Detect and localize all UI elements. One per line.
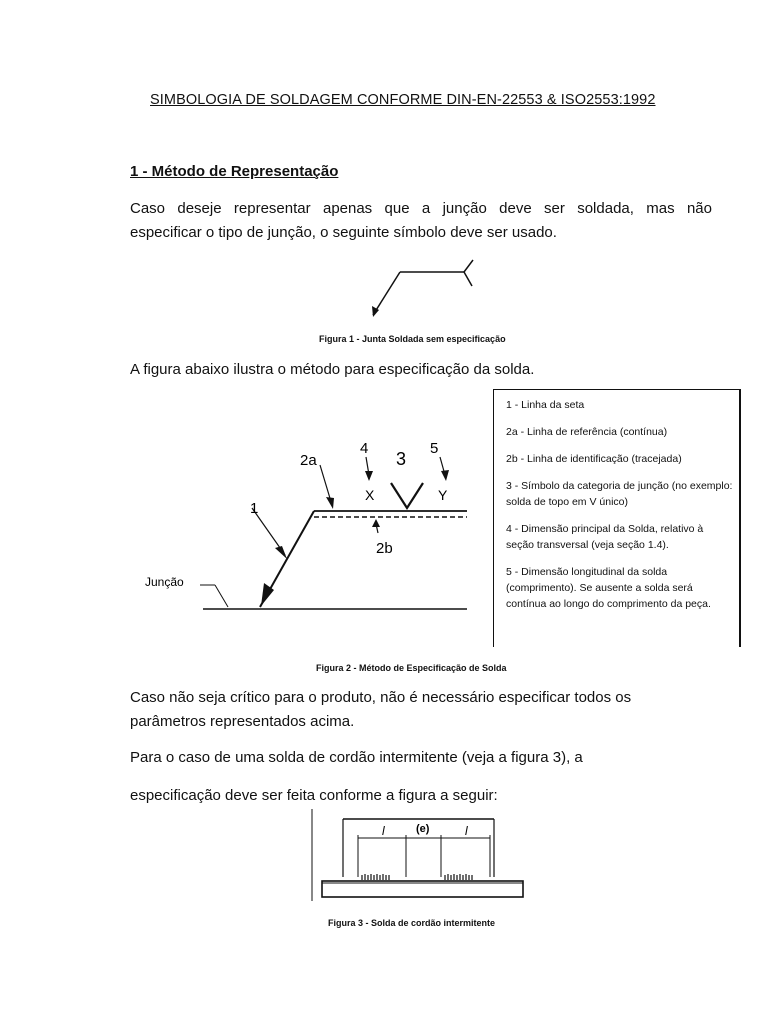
intro-paragraph-line-1: Caso deseje representar apenas que a junção deve ser soldada, mas não [130, 200, 712, 217]
label-x: X [365, 487, 375, 503]
label-4: 4 [360, 440, 369, 457]
legend-item: 2a - Linha de referência (contínua) [506, 426, 668, 438]
legend-item: 1 - Linha da seta [506, 399, 585, 411]
label-5: 5 [430, 440, 439, 457]
section-heading: 1 - Método de Representação [130, 163, 339, 180]
intermittent-paragraph: Para o caso de uma solda de cordão intermitente (veja a figura 3), a [130, 749, 583, 766]
not-critical-paragraph-line-2: parâmetros representados acima. [130, 713, 355, 730]
specification-paragraph: especificação deve ser feita conforme a figura a seguir: [130, 787, 498, 804]
label-2b: 2b [376, 540, 393, 557]
intro-paragraph-line-2: especificar o tipo de junção, o seguinte símbolo deve ser usado. [130, 224, 557, 241]
label-2a: 2a [300, 452, 317, 469]
legend-item: 5 - Dimensão longitudinal da solda (comprimento). Se ausente a solda será contínua ao longo do comprimento da peça. [506, 566, 711, 610]
legend-item: 3 - Símbolo da categoria de junção (no exemplo: solda de topo em V único) [506, 480, 733, 508]
figure-3-diagram [310, 805, 535, 905]
not-critical-paragraph-line-1: Caso não seja crítico para o produto, não é necessário especificar todos os [130, 689, 632, 706]
figure-1-caption: Figura 1 - Junta Soldada sem especificação [319, 334, 506, 344]
method-intro-paragraph: A figura abaixo ilustra o método para especificação da solda. [130, 361, 535, 378]
label-3: 3 [396, 449, 407, 469]
figure-2-diagram [140, 435, 480, 625]
label-juncao: Junção [145, 575, 184, 589]
legend-item: 2b - Linha de identificação (tracejada) [506, 453, 682, 465]
legend-item: 4 - Dimensão principal da Solda, relativo à seção transversal (veja seção 1.4). [506, 523, 704, 551]
figure-3-label-l-left: l [382, 824, 385, 838]
figure-3-label-l-right: l [465, 824, 468, 838]
figure-2-legend [493, 389, 741, 647]
figure-2-caption: Figura 2 - Método de Especificação de Solda [316, 663, 507, 673]
figure-3-label-e: (e) [416, 823, 430, 835]
figure-1-symbol [360, 255, 480, 325]
document-title: SIMBOLOGIA DE SOLDAGEM CONFORME DIN-EN-22553 & ISO2553:1992 [150, 92, 656, 108]
label-y: Y [438, 487, 448, 503]
label-1: 1 [250, 500, 259, 517]
figure-3-caption: Figura 3 - Solda de cordão intermitente [328, 918, 496, 928]
